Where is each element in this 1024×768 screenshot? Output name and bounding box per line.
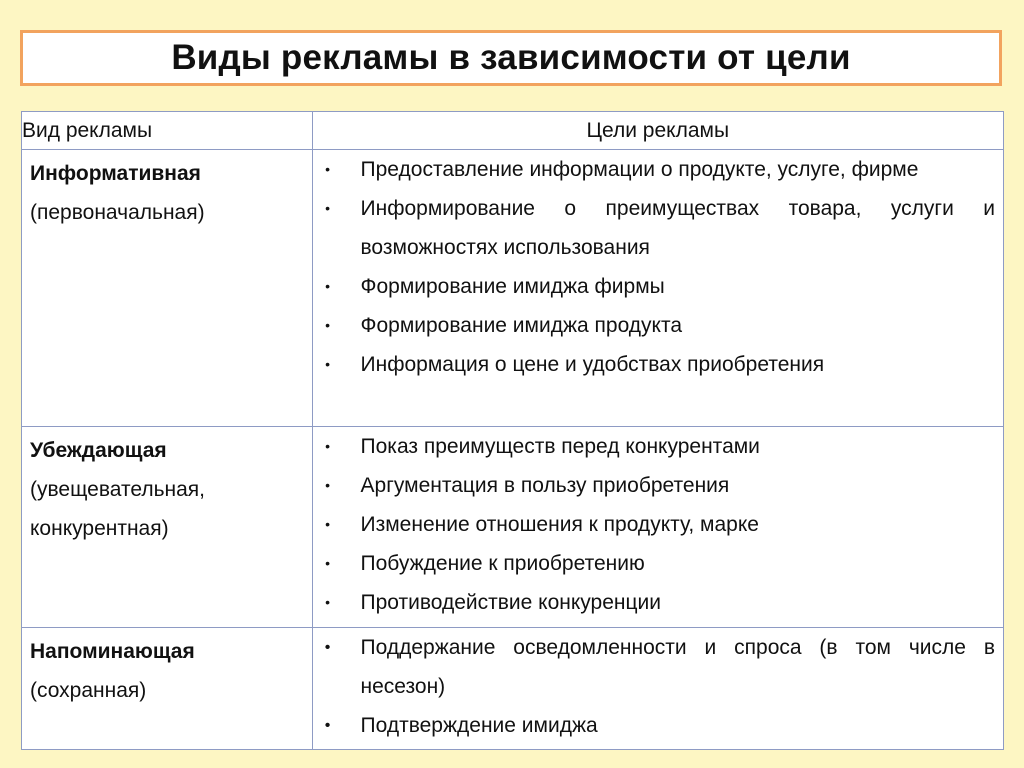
list-item bbox=[313, 628, 995, 706]
page-title: Виды рекламы в зависимости от цели bbox=[171, 38, 851, 77]
goal-text: Поддержание осведомленности и спроса (в том числе в несезон) bbox=[360, 636, 995, 698]
header-ad-goals: Цели рекламы bbox=[312, 112, 1003, 150]
goals-cell-informative bbox=[312, 150, 1003, 427]
goal-text: Аргументация в пользу приобретения bbox=[360, 474, 730, 497]
table-row-reminder bbox=[22, 628, 1004, 750]
goal-text: Подтверждение имиджа bbox=[360, 714, 598, 737]
list-item bbox=[313, 267, 995, 306]
header-ad-type: Вид рекламы bbox=[22, 112, 313, 150]
bullet-icon: • bbox=[325, 438, 330, 454]
bullet-icon: • bbox=[324, 717, 331, 734]
list-item bbox=[313, 427, 995, 466]
goal-text: Изменение отношения к продукту, марке bbox=[360, 513, 759, 536]
type-subtitle: (первоначальная) bbox=[30, 201, 205, 224]
goal-text: Показ преимуществ перед конкурентами bbox=[360, 435, 760, 458]
list-item bbox=[313, 544, 995, 583]
goal-text: Формирование имиджа фирмы bbox=[360, 275, 665, 298]
bullet-icon: • bbox=[325, 516, 330, 532]
type-cell-informative bbox=[22, 150, 313, 427]
type-name: Информативная bbox=[30, 162, 201, 185]
goals-cell-persuasive bbox=[312, 427, 1003, 628]
goals-list bbox=[313, 427, 995, 622]
bullet-icon: • bbox=[325, 555, 330, 571]
list-item bbox=[313, 583, 995, 622]
goal-text: Информирование о преимуществах товара, услуги и возможностях использования bbox=[360, 197, 995, 259]
goal-text: Предоставление информации о продукте, услуге, фирме bbox=[360, 158, 919, 181]
type-cell-persuasive bbox=[22, 427, 313, 628]
list-item bbox=[313, 150, 995, 189]
bullet-icon: • bbox=[325, 356, 330, 372]
table-row-informative bbox=[22, 150, 1004, 427]
type-name: Убеждающая bbox=[30, 439, 167, 462]
goal-text: Информация о цене и удобствах приобретения bbox=[360, 353, 825, 376]
list-item bbox=[313, 306, 995, 345]
bullet-icon: • bbox=[325, 594, 330, 610]
bullet-icon: • bbox=[325, 200, 330, 216]
table-row-persuasive bbox=[22, 427, 1004, 628]
list-item bbox=[313, 189, 995, 267]
goal-text: Противодействие конкуренции bbox=[360, 591, 662, 614]
type-subtitle: (сохранная) bbox=[30, 679, 147, 702]
goal-text: Побуждение к приобретению bbox=[360, 552, 645, 575]
bullet-icon: • bbox=[325, 317, 330, 333]
list-item bbox=[313, 505, 995, 544]
advertising-types-table bbox=[21, 111, 1004, 750]
bullet-icon: • bbox=[325, 161, 330, 177]
title-box bbox=[20, 30, 1002, 86]
table-header-row bbox=[22, 112, 1004, 150]
goal-text: Формирование имиджа продукта bbox=[360, 314, 683, 337]
list-item bbox=[313, 345, 995, 384]
list-item bbox=[313, 706, 995, 745]
list-item bbox=[313, 466, 995, 505]
goals-list bbox=[313, 628, 995, 745]
type-cell-reminder bbox=[22, 628, 313, 750]
bullet-icon: • bbox=[324, 639, 331, 656]
type-subtitle: (увещевательная, конкурентная) bbox=[30, 478, 205, 540]
goals-list bbox=[313, 150, 995, 384]
bullet-icon: • bbox=[325, 477, 330, 493]
bullet-icon: • bbox=[325, 278, 330, 294]
type-name: Напоминающая bbox=[30, 640, 195, 663]
goals-cell-reminder bbox=[312, 628, 1003, 750]
